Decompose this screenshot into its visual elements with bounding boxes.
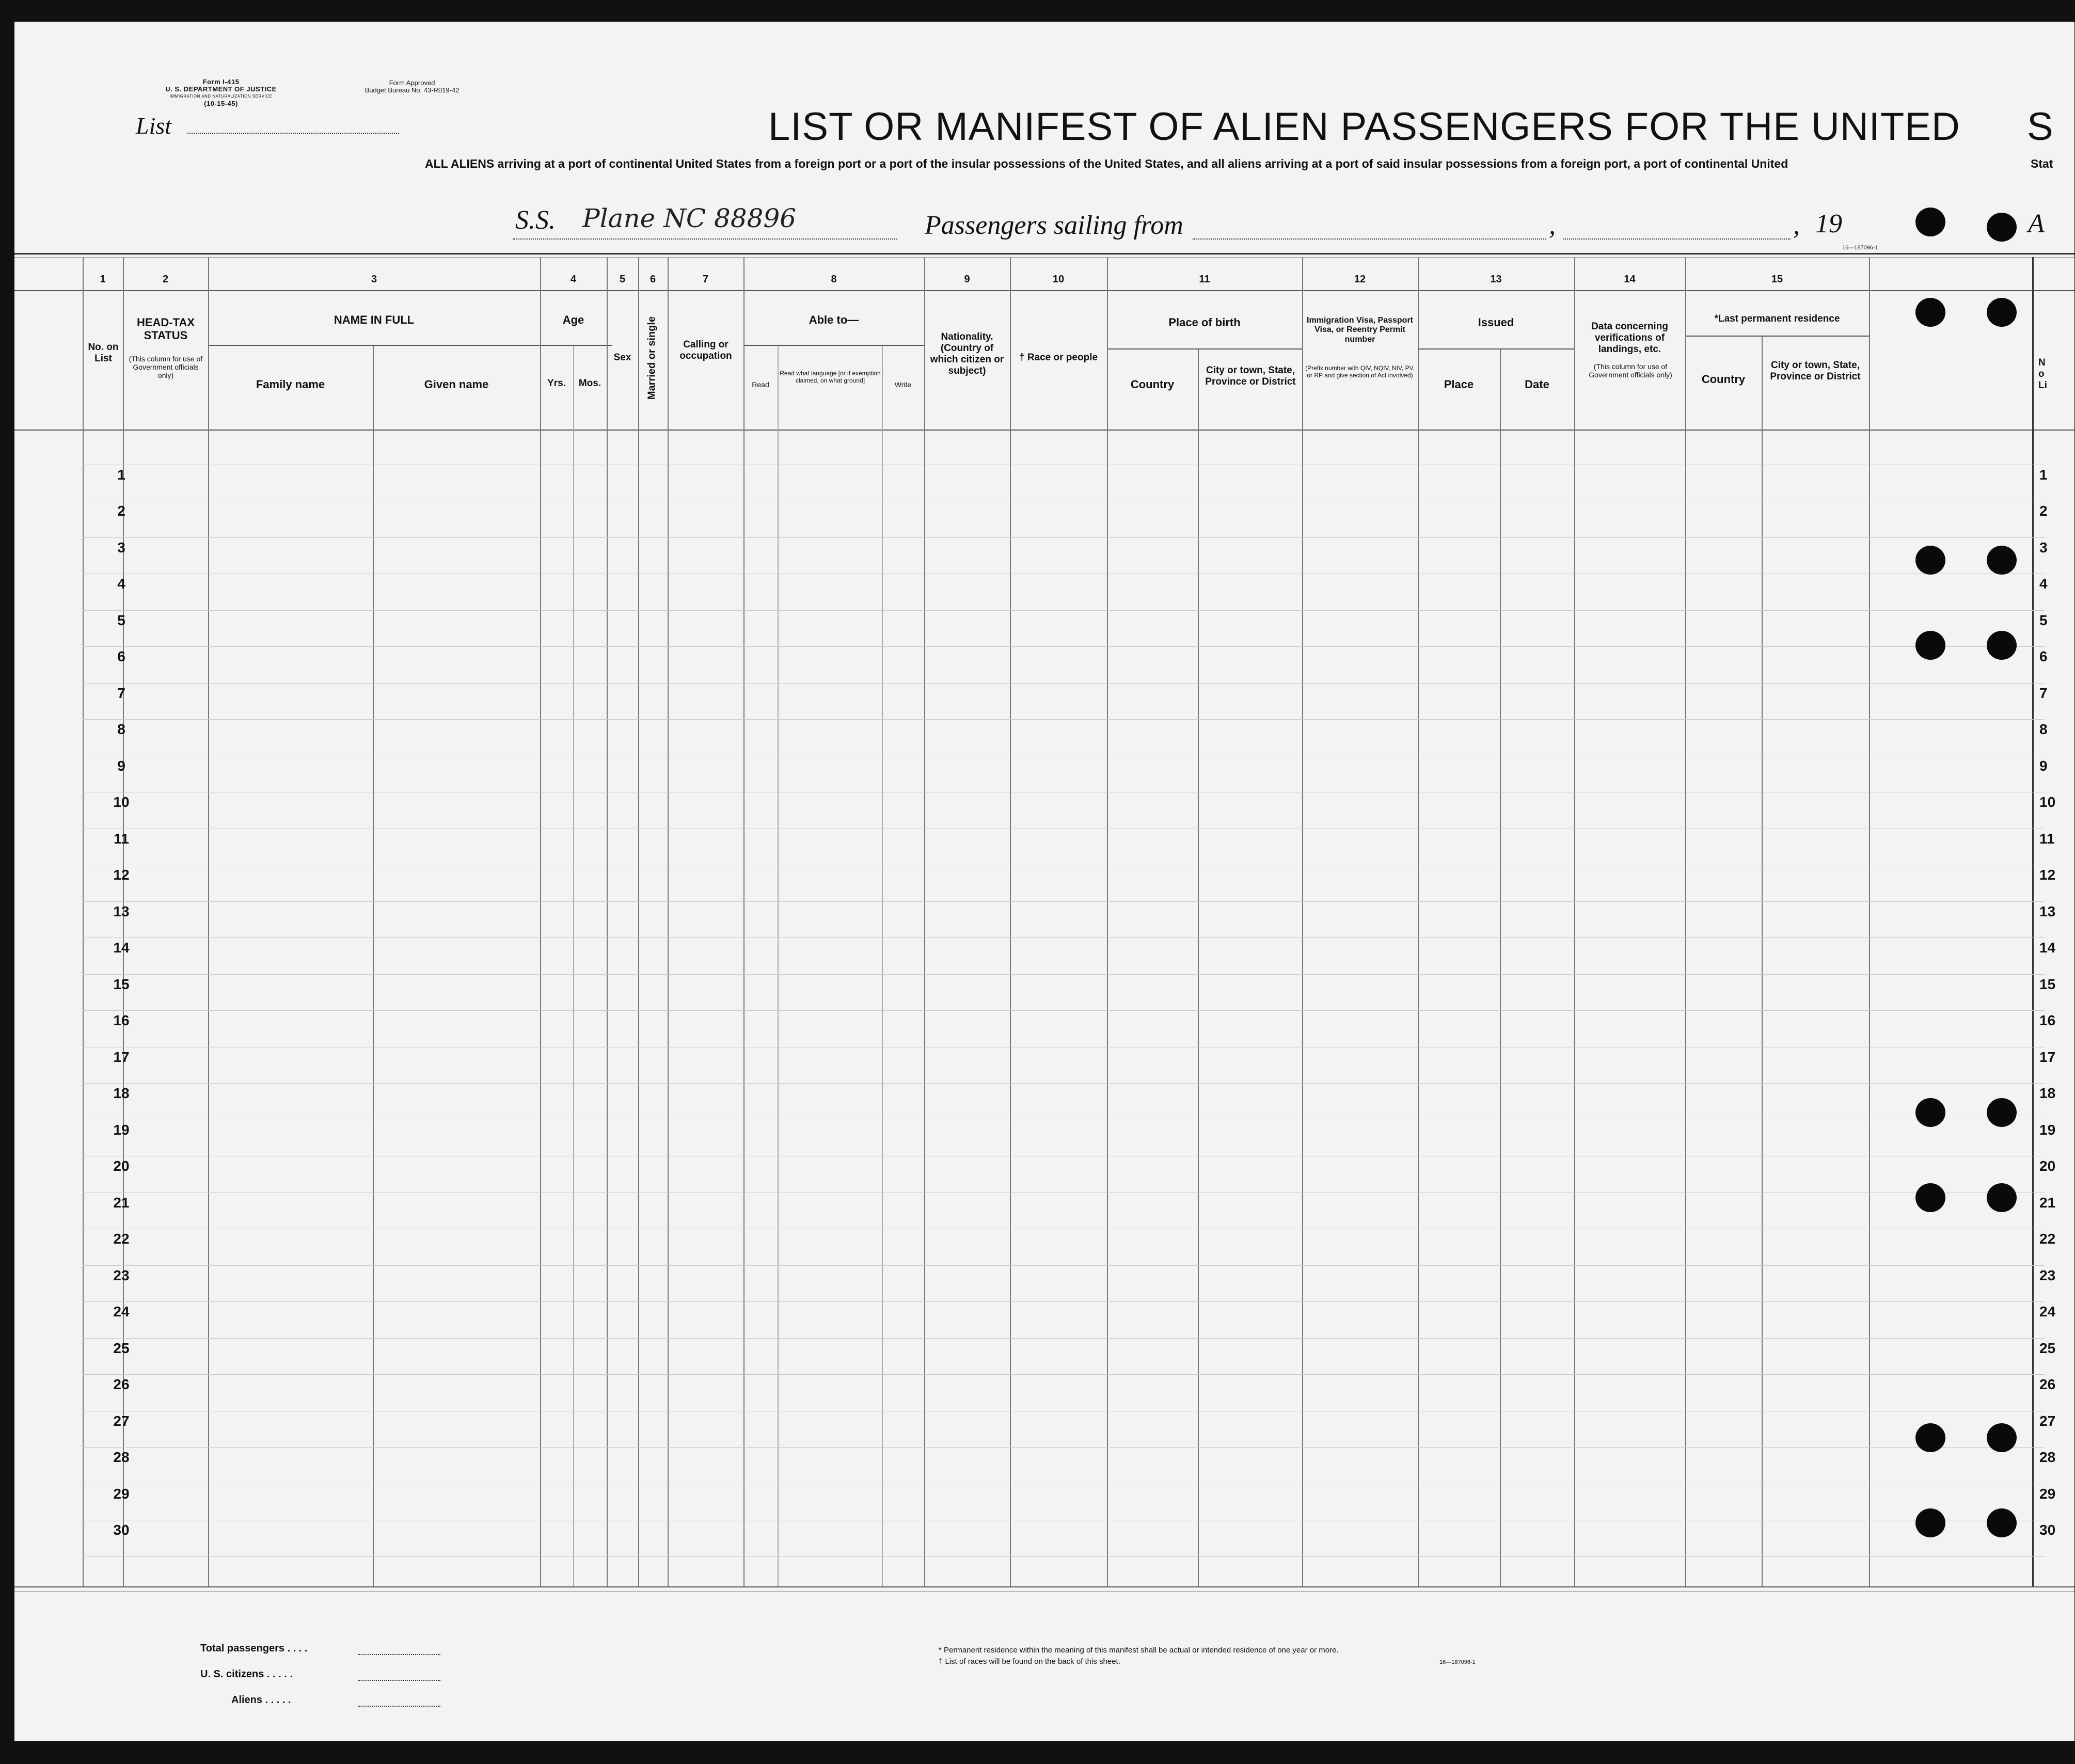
punch-hole: [1987, 213, 2017, 242]
aliens-field[interactable]: [358, 1706, 440, 1707]
col-number: 9: [964, 274, 970, 285]
service-name: IMMIGRATION AND NATURALIZATION SERVICE: [169, 94, 273, 99]
row-number-right: 29: [2039, 1486, 2056, 1502]
header-cut-text: o: [2038, 368, 2045, 379]
col-number: 5: [619, 274, 626, 285]
header-calling: Calling or occupation: [679, 339, 732, 361]
col-rule: [1762, 337, 1763, 1586]
header-issued: Issued: [1478, 316, 1514, 329]
col-number: 8: [831, 274, 837, 285]
row-number: 15: [113, 976, 130, 992]
table-bottom-rule-thin: [14, 1591, 2074, 1592]
budget-approval: [335, 80, 489, 94]
row-number-right: 30: [2039, 1522, 2056, 1538]
vessel-name[interactable]: Plane NC 88896: [582, 203, 797, 233]
header-read: Read: [752, 380, 769, 389]
page-subtitle-cut: Stat: [2031, 157, 2053, 170]
row-number: 4: [117, 576, 125, 592]
budget-number: Budget Bureau No. 43-R019-42: [365, 86, 460, 94]
col-number: 1: [100, 274, 106, 285]
punch-hole: [1915, 1508, 1945, 1537]
row-number-right: 13: [2039, 903, 2056, 919]
row-number-right: 11: [2039, 831, 2055, 847]
us-citizens-label: U. S. citizens . . . . .: [200, 1668, 293, 1680]
header-visa-number: Immigration Visa, Passport Visa, or Reentry Permit number: [1307, 316, 1413, 344]
header-head-tax-note: (This column for use of Government officials only): [129, 355, 203, 380]
col-rule: [2032, 257, 2034, 1586]
footnote-races: † List of races will be found on the back of this sheet.: [939, 1657, 1120, 1666]
header-cut-text: N: [2038, 357, 2046, 368]
col-number: 13: [1490, 274, 1502, 285]
right-cut-letter: A: [2028, 209, 2045, 239]
footer-code: 16—187096-1: [1439, 1659, 1476, 1665]
total-passengers-label: Total passengers . . . .: [200, 1643, 308, 1654]
col-rule: [1685, 257, 1686, 1586]
comma: ,: [1793, 211, 1800, 240]
row-number-right: 1: [2039, 467, 2048, 483]
row-number: 14: [113, 940, 130, 956]
header-age-months: Mos.: [578, 378, 601, 389]
punch-hole: [1987, 298, 2017, 327]
col-rule: [1198, 349, 1199, 1586]
col-number: 4: [570, 274, 577, 285]
row-number: 20: [113, 1158, 130, 1174]
header-verifications: Data concerning verifications of landings, etc.: [1591, 321, 1668, 355]
row-number-right: 9: [2039, 758, 2048, 774]
col-rule: [1500, 349, 1501, 1586]
col-rule: [882, 346, 883, 1586]
manifest-sheet: [14, 22, 2074, 1741]
row-number: 5: [117, 612, 125, 628]
row-number-right: 14: [2039, 940, 2056, 956]
row-number: 17: [113, 1049, 130, 1065]
col-rule: [208, 257, 209, 1586]
header-issued-place: Place: [1444, 378, 1474, 391]
row-number: 6: [117, 648, 125, 664]
row-number-right: 21: [2039, 1195, 2056, 1211]
col-rule: [373, 346, 374, 1586]
row-number: 2: [117, 503, 125, 519]
header-bottom-rule: [14, 430, 2074, 431]
row-number: 28: [113, 1449, 130, 1465]
row-number-right: 8: [2039, 721, 2048, 737]
total-passengers-field[interactable]: [358, 1654, 440, 1655]
header-visa-note: (Prefix number with QIV, NQIV, NIV, PV, or RP and give section of Act involved): [1305, 364, 1415, 379]
top-rule: [14, 253, 2074, 255]
page-title-cut: S: [2027, 105, 2054, 149]
page-title: LIST OR MANIFEST OF ALIEN PASSENGERS FOR THE UNITED: [768, 105, 1960, 149]
col-number: 2: [162, 274, 169, 285]
col-rule: [638, 257, 639, 1586]
row-rule: [83, 537, 2045, 538]
header-race: † Race or people: [1019, 352, 1098, 363]
col-rule: [1869, 257, 1870, 1586]
row-number-right: 4: [2039, 576, 2048, 592]
comma: ,: [1549, 211, 1556, 240]
row-number: 19: [113, 1122, 130, 1138]
row-number-right: 2: [2039, 503, 2048, 519]
birth-header-rule: [1107, 348, 1302, 349]
row-number: 12: [113, 867, 130, 883]
row-number-right: 10: [2039, 794, 2056, 810]
form-identifier: [133, 78, 309, 107]
row-rule: [83, 1301, 2045, 1302]
list-label: List: [136, 113, 172, 139]
col-number: 14: [1624, 274, 1636, 285]
col-rule: [540, 257, 541, 1586]
vessel-field-rule: [513, 239, 897, 240]
row-number-right: 7: [2039, 685, 2048, 701]
header-able-to: Able to—: [809, 313, 859, 326]
sailing-from-field[interactable]: [1193, 239, 1546, 240]
row-number: 10: [113, 794, 130, 810]
col-rule: [1010, 257, 1011, 1586]
row-number: 18: [113, 1085, 130, 1101]
row-number-right: 22: [2039, 1231, 2056, 1247]
header-residence-city: City or town, State, Province or District: [1770, 360, 1861, 382]
col-rule: [1418, 257, 1419, 1586]
ss-prefix: S.S.: [515, 205, 556, 235]
row-rule: [83, 1374, 2045, 1375]
row-rule: [83, 901, 2045, 902]
row-number-right: 3: [2039, 539, 2048, 555]
row-rule: [83, 1556, 2045, 1557]
row-rule: [83, 1447, 2045, 1448]
header-sex: Sex: [613, 352, 631, 363]
row-number-right: 20: [2039, 1158, 2056, 1174]
punch-hole: [1987, 1183, 2017, 1212]
header-residence-country: Country: [1701, 373, 1746, 386]
punch-hole: [1915, 1098, 1945, 1127]
header-nationality: Nationality. (Country of which citizen or subject): [930, 331, 1004, 376]
header-family-name: Family name: [256, 378, 325, 391]
row-number: 26: [113, 1376, 130, 1392]
punch-hole: [1987, 1508, 2017, 1537]
list-field[interactable]: [187, 133, 399, 134]
form-date: (10-15-45): [204, 100, 238, 107]
row-number-right: 27: [2039, 1413, 2056, 1429]
header-verifications-note: (This column for use of Government officials only): [1589, 362, 1672, 379]
col-rule: [607, 257, 608, 1586]
row-number: 7: [117, 685, 125, 701]
row-number-right: 12: [2039, 867, 2056, 883]
header-cut-text: Li: [2038, 379, 2047, 391]
col-number: 6: [650, 274, 656, 285]
punch-hole: [1915, 1423, 1945, 1452]
col-rule: [778, 346, 779, 1586]
row-number-right: 25: [2039, 1340, 2056, 1356]
row-number-right: 23: [2039, 1267, 2056, 1283]
punch-hole: [1987, 1098, 2017, 1127]
col-number: 3: [371, 274, 377, 285]
col-number: 10: [1052, 274, 1065, 285]
row-number-right: 15: [2039, 976, 2056, 992]
row-rule: [83, 974, 2045, 975]
approved-label: Form Approved: [389, 79, 435, 87]
sailing-label: Passengers sailing from: [925, 211, 1183, 240]
row-number: 8: [117, 721, 125, 737]
header-last-residence: *Last permanent residence: [1714, 313, 1840, 324]
aliens-label: Aliens . . . . .: [231, 1694, 291, 1706]
issued-header-rule: [1418, 348, 1574, 349]
page-subtitle: ALL ALIENS arriving at a port of continental United States from a foreign port or a port of the insular possessions of the United States, and all aliens arriving at a port of said insular possessions from a foreign port, a port of continental United: [425, 157, 1788, 170]
department-name: U. S. DEPARTMENT OF JUSTICE: [165, 85, 277, 93]
top-rule-thin: [14, 257, 2074, 258]
col-number: 11: [1199, 274, 1210, 285]
row-rule: [83, 719, 2045, 720]
row-number: 25: [113, 1340, 130, 1356]
row-number-right: 28: [2039, 1449, 2056, 1465]
punch-hole: [1987, 631, 2017, 660]
punch-hole: [1915, 208, 1945, 236]
residence-header-rule: [1685, 336, 1869, 337]
header-birth-country: Country: [1130, 378, 1175, 391]
year-prefix: 19: [1815, 209, 1842, 239]
header-age: Age: [562, 313, 584, 326]
row-rule: [83, 1338, 2045, 1339]
row-number: 23: [113, 1267, 130, 1283]
punch-hole: [1987, 546, 2017, 575]
row-number: 1: [117, 467, 125, 483]
row-number: 11: [114, 831, 129, 847]
row-number-right: 26: [2039, 1376, 2056, 1392]
row-number: 29: [113, 1486, 130, 1502]
row-rule: [83, 937, 2045, 938]
row-number-right: 18: [2039, 1085, 2056, 1101]
row-number: 9: [117, 758, 125, 774]
header-age-years: Yrs.: [547, 378, 566, 389]
able-header-rule: [743, 345, 924, 346]
header-marital-status: Married or single: [646, 316, 658, 400]
col-number-rule: [14, 290, 2074, 291]
row-number: 13: [113, 903, 130, 919]
row-number-right: 24: [2039, 1304, 2056, 1320]
age-header-rule: [540, 345, 599, 346]
header-birth-city: City or town, State, Province or District: [1205, 365, 1296, 387]
header-no-on-list: No. on List: [88, 342, 119, 364]
row-number-right: 19: [2039, 1122, 2056, 1138]
row-number: 30: [113, 1522, 130, 1538]
row-number-right: 16: [2039, 1012, 2056, 1028]
row-number-right: 6: [2039, 648, 2048, 664]
col-rule: [573, 346, 574, 1586]
punch-hole: [1987, 1423, 2017, 1452]
row-rule: [83, 1010, 2045, 1011]
col-rule: [924, 257, 925, 1586]
footnote-residence: * Permanent residence within the meaning of this manifest shall be actual or intended residence of one year or more.: [939, 1646, 1339, 1655]
row-number-right: 17: [2039, 1049, 2056, 1065]
form-number: Form I-415: [202, 78, 240, 86]
col-number: 15: [1771, 274, 1783, 285]
row-number: 21: [113, 1195, 130, 1211]
header-cut-no: [2038, 357, 2059, 391]
table-bottom-rule: [14, 1586, 2074, 1587]
col-rule: [1302, 257, 1303, 1586]
row-rule: [83, 683, 2045, 684]
col-rule: [743, 257, 745, 1586]
punch-hole: [1915, 546, 1945, 575]
col-number: 7: [702, 274, 709, 285]
col-rule: [1107, 257, 1108, 1586]
header-issued-date: Date: [1525, 378, 1549, 391]
header-head-tax: HEAD-TAX STATUS: [136, 316, 195, 342]
punch-hole: [1915, 631, 1945, 660]
header-name-in-full: NAME IN FULL: [334, 313, 415, 326]
us-citizens-field[interactable]: [358, 1680, 440, 1681]
row-number-right: 5: [2039, 612, 2048, 628]
row-number: 22: [113, 1231, 130, 1247]
print-code: 16—187096-1: [1842, 245, 1878, 251]
header-given-name: Given name: [424, 378, 489, 391]
col-rule: [1574, 257, 1575, 1586]
header-read-language: Read what language [or if exemption claimed, on what ground]: [780, 370, 881, 384]
row-rule: [83, 646, 2045, 647]
row-rule: [83, 610, 2045, 611]
col-rule: [668, 257, 669, 1586]
row-rule: [83, 1083, 2045, 1084]
row-rule: [83, 1265, 2045, 1266]
header-write: Write: [894, 380, 912, 389]
col-number: 12: [1354, 274, 1366, 285]
date-field[interactable]: [1563, 239, 1791, 240]
row-number: 27: [113, 1413, 130, 1429]
punch-hole: [1915, 298, 1945, 327]
row-number: 3: [117, 539, 125, 555]
header-place-of-birth: Place of birth: [1168, 316, 1241, 329]
punch-hole: [1915, 1183, 1945, 1212]
row-number: 24: [113, 1304, 130, 1320]
row-number: 16: [113, 1012, 130, 1028]
